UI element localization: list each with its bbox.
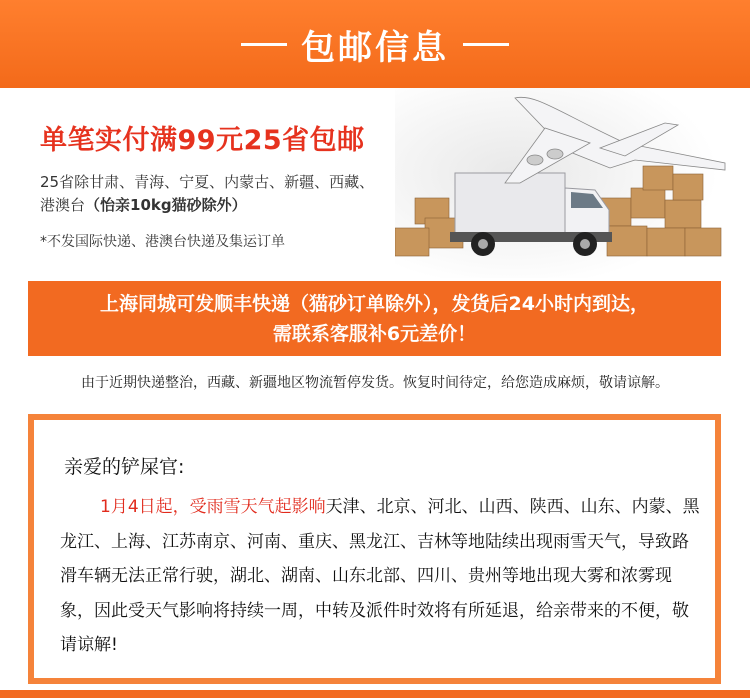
logistics-notice: 由于近期快递整治，西藏、新疆地区物流暂停发货。恢复时间待定，给您造成麻烦，敬请谅解。 <box>81 375 669 391</box>
message-box <box>28 414 721 684</box>
message-greeting: 亲爱的铲屎官: <box>64 456 185 478</box>
promo-note: *不发国际快递、港澳台快递及集运订单 <box>40 234 285 250</box>
header-left-line <box>241 43 287 46</box>
message-text: 天津、北京、河北、山西、陕西、山东、内蒙、黑龙江、上海、江苏南京、河南、重庆、黑龙江、吉林等地陆续出现雨雪天气，导致路滑车辆无法正常行驶，湖北、湖南、山东北部、四川、贵州等地出现大雾和浓雾现象，因此受天气影响将持续一周，中转及派件时效将有所延退，给亲带来的不便，敬请谅解! <box>60 497 700 655</box>
header-right-line <box>463 43 509 46</box>
header-banner <box>0 0 750 88</box>
airplane-truck-boxes-illustration <box>395 88 735 278</box>
message-highlight: 1月4日起，受雨雪天气起影响 <box>100 497 326 517</box>
header-title: 包邮信息 <box>301 27 449 68</box>
promo-region-line2 <box>40 194 247 215</box>
promo-region-line2-plain: 港澳台 <box>40 196 86 214</box>
shipping-banner <box>28 281 721 356</box>
promo-region-line1: 25省除甘肃、青海、宁夏、内蒙古、新疆、西藏、 <box>40 173 375 191</box>
shipping-line2: 需联系客服补6元差价！ <box>272 323 477 345</box>
message-body <box>60 490 700 663</box>
bottom-strip <box>0 690 750 698</box>
promo-headline: 单笔实付满99元25省包邮 <box>40 125 365 156</box>
promo-exclusion: （怡亲10kg猫砂除外） <box>85 196 247 214</box>
shipping-line1: 上海同城可发顺丰快递（猫砂订单除外），发货后24小时内到达， <box>100 293 649 315</box>
